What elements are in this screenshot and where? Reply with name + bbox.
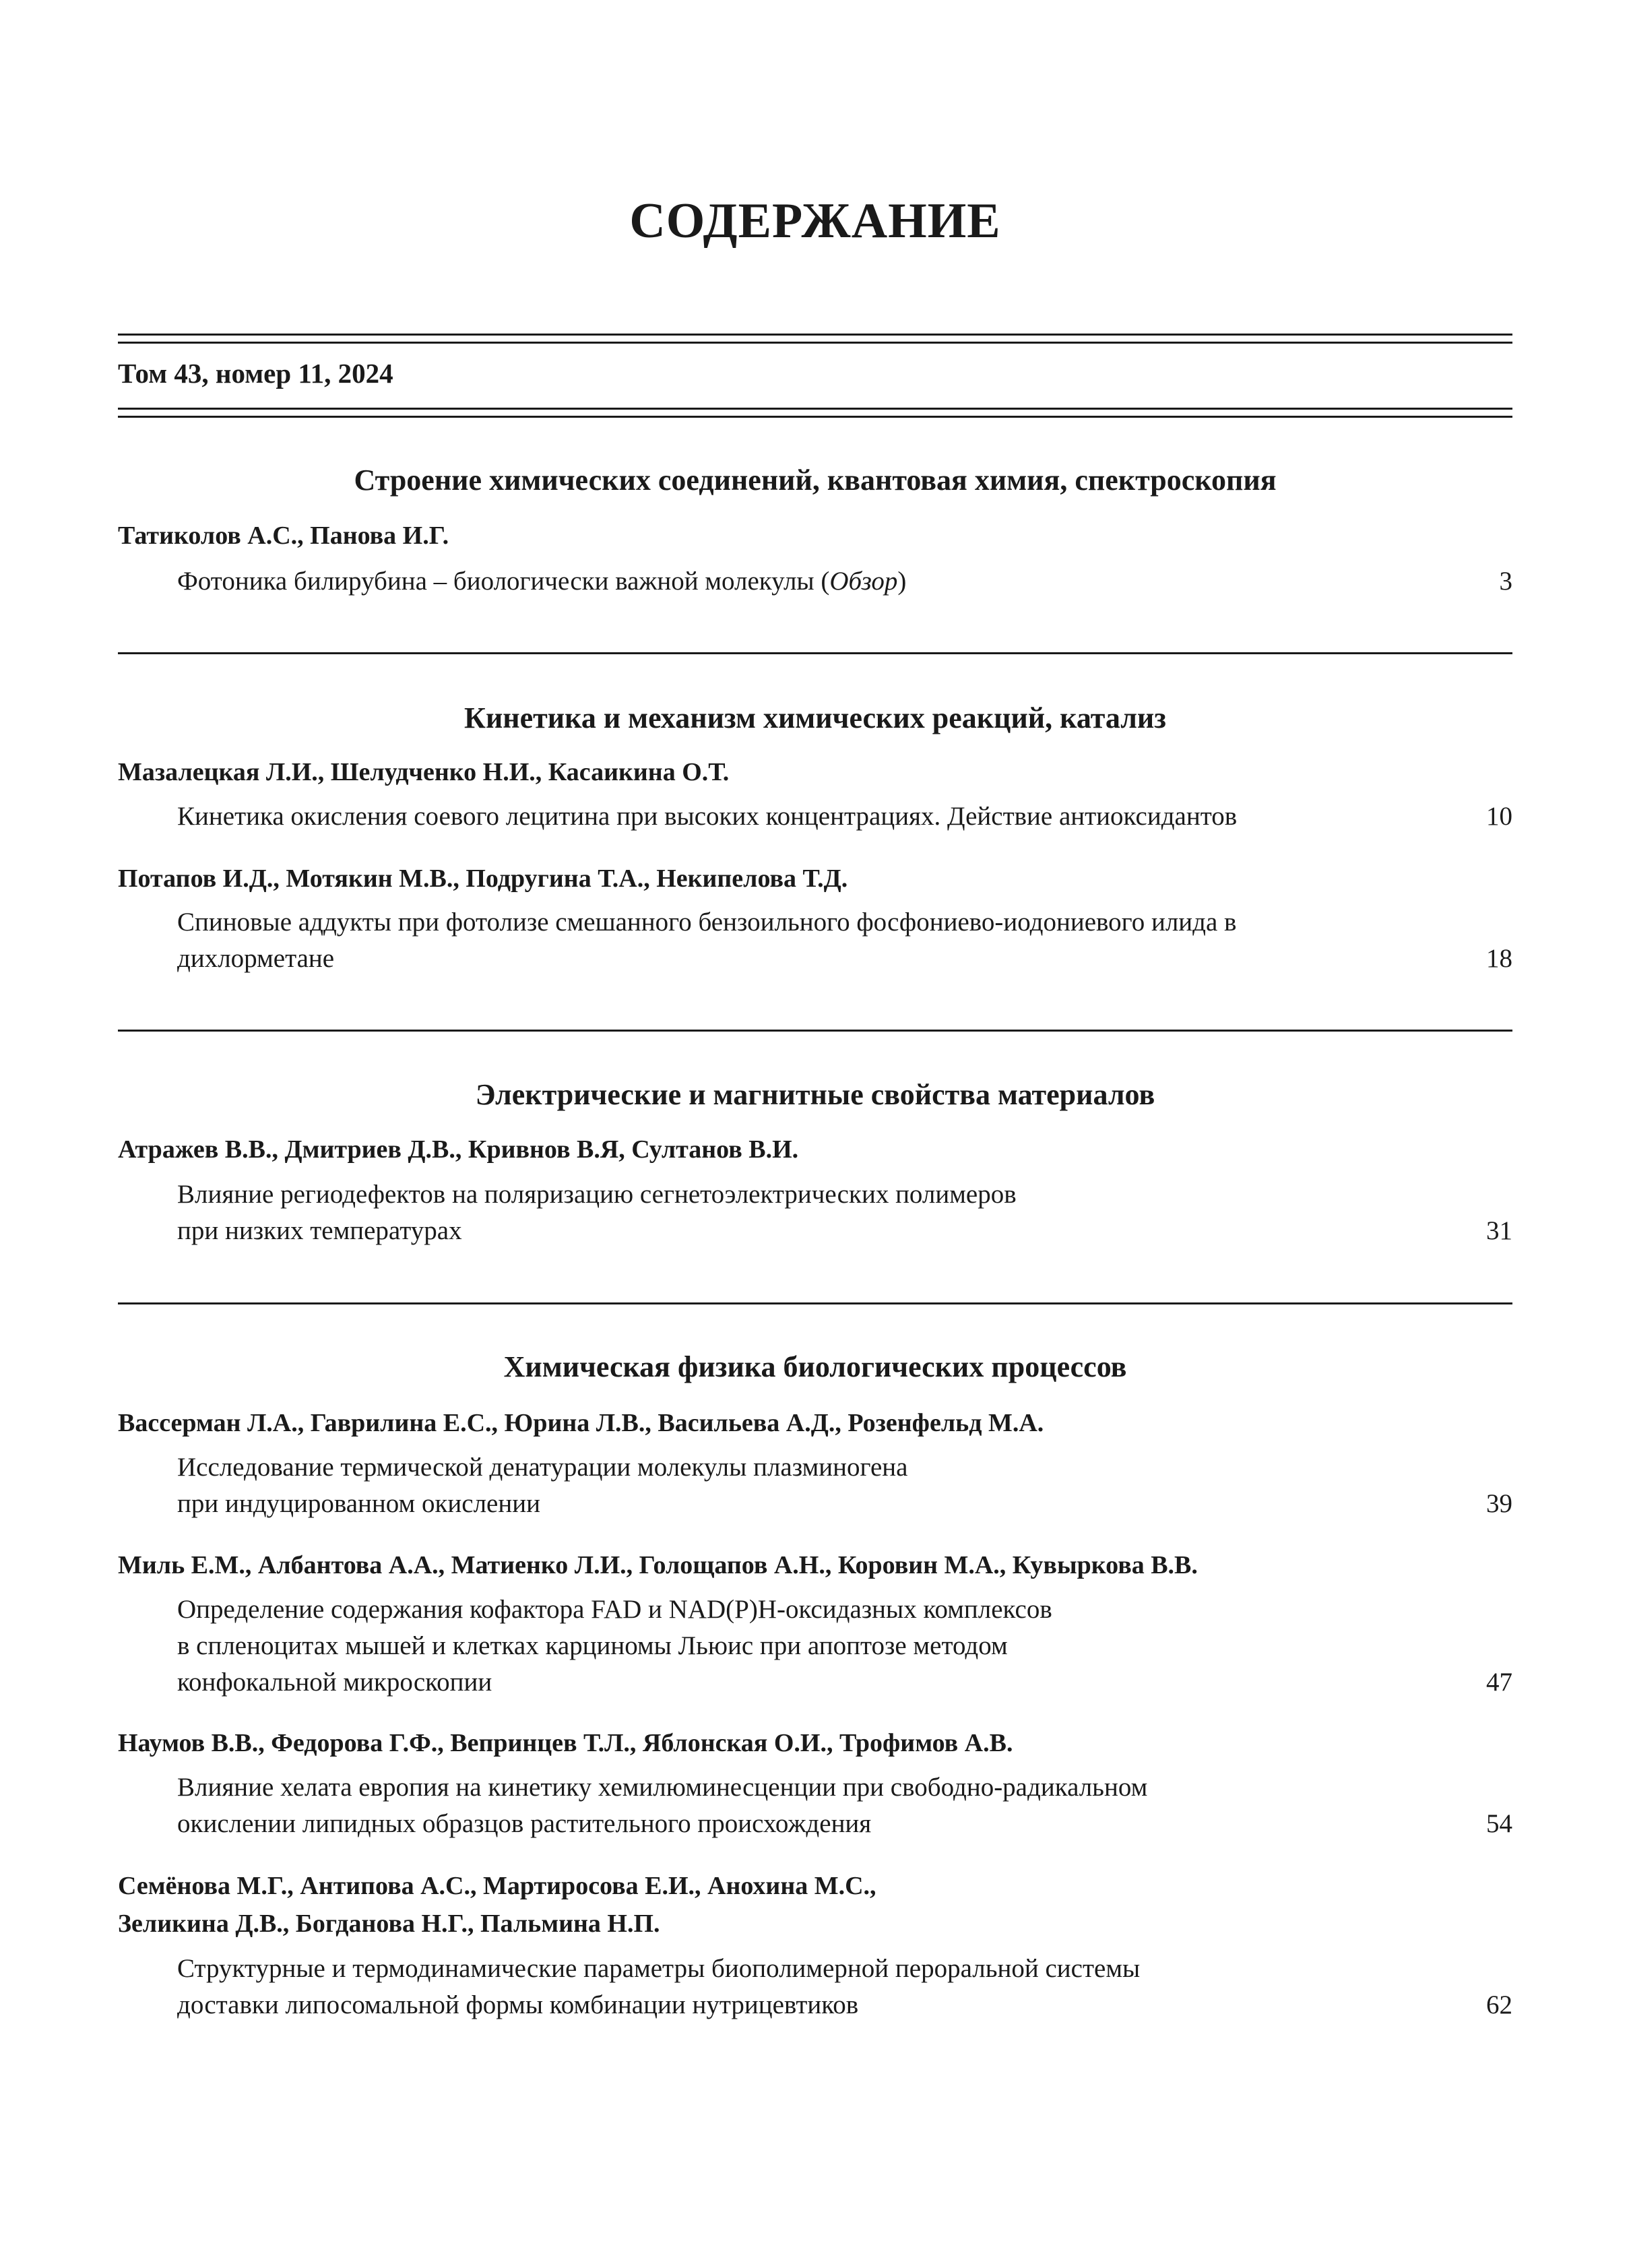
article-authors: Наумов В.В., Федорова Г.Ф., Вепринцев Т.Л., Яблонская О.И., Трофимов А.В. [118,1729,1013,1757]
section-heading: Строение химических соединений, квантовая химия, спектроскопия [354,464,1277,497]
volume-info: Том 43, номер 11, 2024 [118,358,393,389]
article-page-number: 62 [1486,1990,1512,2019]
article-title[interactable]: Влияние хелата европия на кинетику хемилюминесценции при свободно-радикальном окислении липидных образцов растительного происхождения [177,1773,1148,1838]
article-page-number: 10 [1486,802,1512,831]
article-title[interactable]: Структурные и термодинамические параметры биополимерной пероральной системы доставки липосомальной формы комбинации нутрицевтиков [177,1954,1141,2019]
section-divider [118,652,1512,654]
article-page-number: 39 [1486,1489,1512,1518]
article-page-number: 3 [1499,567,1512,596]
bottom-double-rule-2 [118,416,1512,418]
review-label: Обзор [829,567,898,596]
article-title[interactable]: Исследование термической денатурации молекулы плазминогена при индуцированном окислении [177,1453,908,1518]
article-authors: Татиколов А.С., Панова И.Г. [118,522,449,550]
page-title: СОДЕРЖАНИЕ [629,193,1001,249]
article-authors: Потапов И.Д., Мотякин М.В., Подругина Т.А., Некипелова Т.Д. [118,864,848,893]
article-authors: Мазалецкая Л.И., Шелудченко Н.И., Касаикина О.Т. [118,758,730,786]
section-divider [118,1030,1512,1032]
article-title[interactable]: Спиновые аддукты при фотолизе смешанного бензоильного фосфониево-иодониевого илида в дихлорметане [177,908,1237,973]
top-double-rule-2 [118,342,1512,344]
article-title[interactable]: Кинетика окисления соевого лецитина при высоких концентрациях. Действие антиоксидантов [177,802,1238,831]
article-page-number: 54 [1486,1809,1512,1838]
section-divider [118,1302,1512,1304]
top-double-rule-1 [118,334,1512,336]
article-title[interactable]: Фотоника билирубина – биологически важной молекулы (Обзор) [177,567,907,596]
article-authors: Зеликина Д.В., Богданова Н.Г., Пальмина Н.П. [118,1910,660,1938]
article-title[interactable]: Влияние региодефектов на поляризацию сегнетоэлектрических полимеров при низких температурах [177,1180,1017,1245]
article-authors: Атражев В.В., Дмитриев Д.В., Кривнов В.Я, Султанов В.И. [118,1135,799,1164]
section-heading: Электрические и магнитные свойства материалов [475,1078,1155,1111]
section-heading: Кинетика и механизм химических реакций, катализ [464,701,1166,734]
article-authors: Семёнова М.Г., Антипова А.С., Мартиросова Е.И., Анохина М.С., [118,1872,876,1900]
article-authors: Вассерман Л.А., Гаврилина Е.С., Юрина Л.В., Васильева А.Д., Розенфельд М.А. [118,1409,1044,1437]
article-authors: Миль Е.М., Албантова А.А., Матиенко Л.И., Голощапов А.Н., Коровин М.А., Кувыркова В.В. [118,1551,1198,1579]
article-page-number: 18 [1486,944,1512,973]
section-heading: Химическая физика биологических процессов [503,1350,1127,1383]
bottom-double-rule-1 [118,408,1512,410]
article-page-number: 31 [1486,1216,1512,1245]
article-title[interactable]: Определение содержания кофактора FAD и NAD(P)H-оксидазных комплексов в спленоцитах мышей и клетках карциномы Льюис при апоптозе методом конфокальной микроскопии [177,1595,1052,1697]
article-page-number: 47 [1486,1668,1512,1697]
